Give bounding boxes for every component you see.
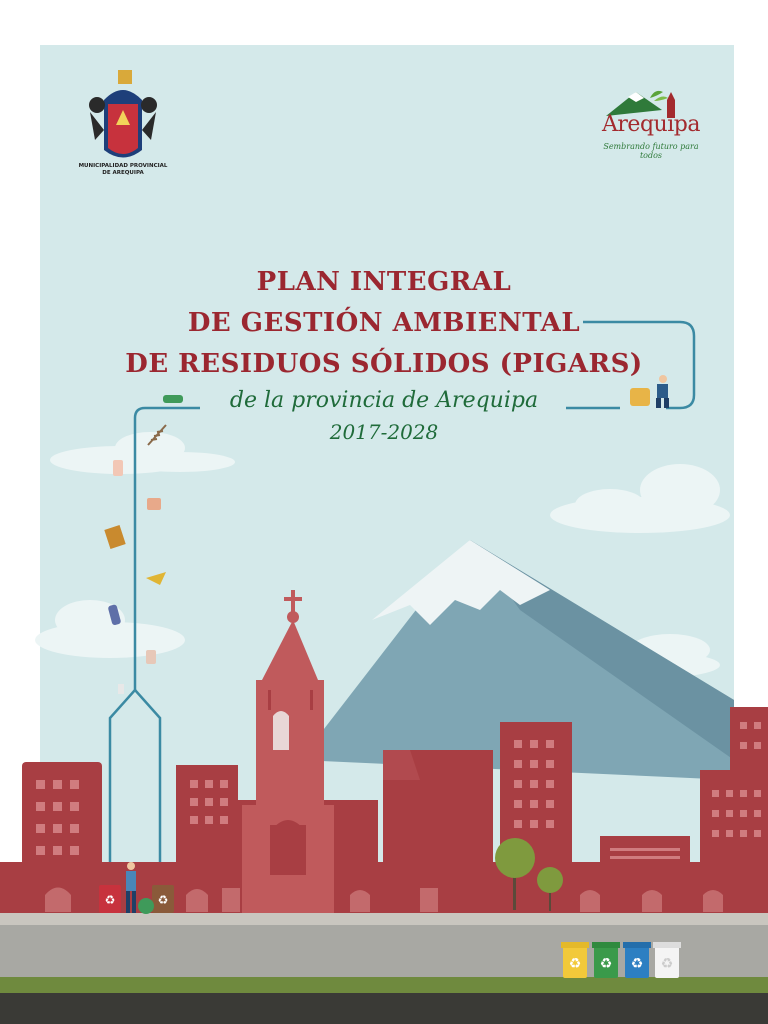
recycle-icon: ♻ [630, 956, 644, 972]
recycle-icon: ♻ [157, 893, 169, 907]
recycle-icon: ♻ [104, 893, 116, 907]
title-block [0, 262, 768, 447]
recycle-icon: ♻ [568, 956, 582, 972]
years: 2017-2028 [329, 420, 439, 444]
municipality-caption-line1: MUNICIPALIDAD PROVINCIAL [78, 163, 168, 169]
road [0, 925, 768, 977]
title-line-1: PLAN INTEGRAL [256, 267, 512, 297]
title-line-3: DE RESIDUOS SÓLIDOS (PIGARS) [125, 349, 643, 379]
subtitle: de la provincia de Arequipa [229, 388, 539, 413]
brand-slogan: Sembrando futuro para todos [603, 142, 699, 160]
brand-name: Arequipa [602, 112, 700, 137]
sidewalk [0, 913, 768, 925]
recycle-icon: ♻ [599, 956, 613, 972]
municipality-caption [76, 163, 170, 177]
grass-strip [0, 977, 768, 993]
title-line-2: DE GESTIÓN AMBIENTAL [187, 308, 581, 338]
municipality-caption-line2: DE AREQUIPA [102, 170, 144, 176]
recycle-icon: ♻ [660, 956, 674, 972]
ground [0, 993, 768, 1024]
